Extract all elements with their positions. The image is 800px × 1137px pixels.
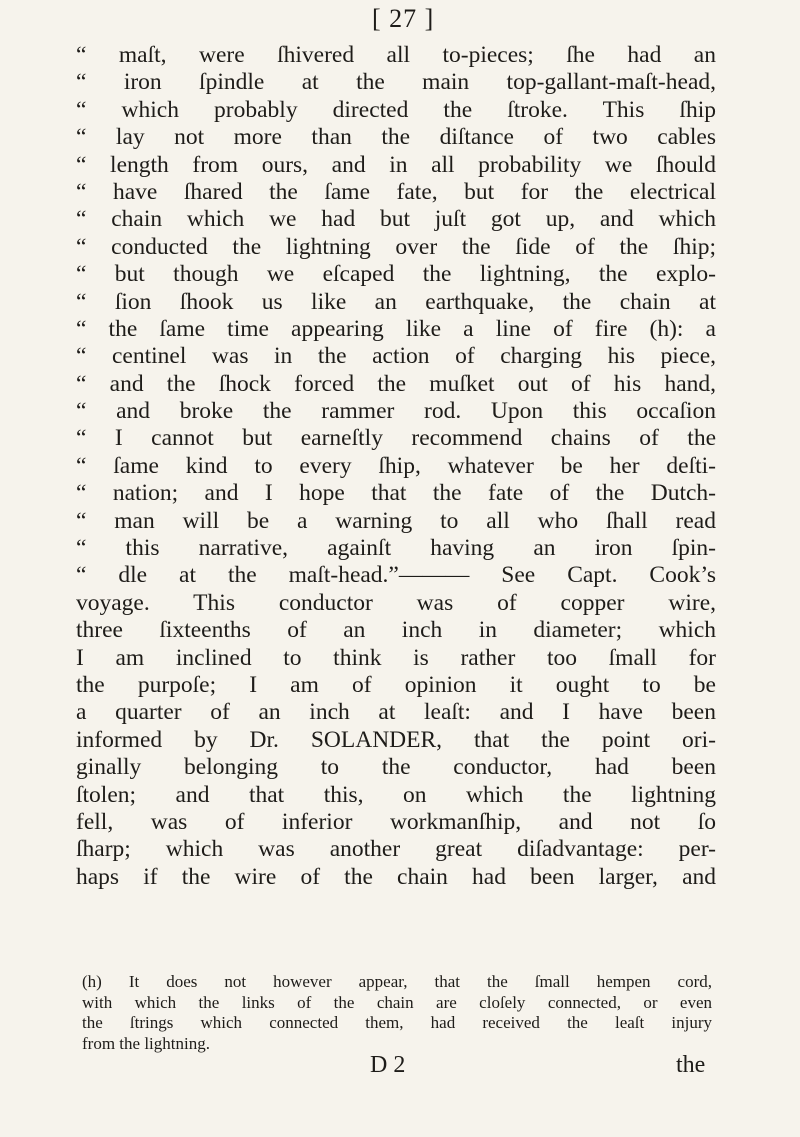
signature-mark: D 2 xyxy=(370,1052,406,1078)
footnote-line: with which the links of the chain are cloſely connected, or even xyxy=(82,992,712,1012)
text-line: “ dle at the maſt-head.”——— See Capt. Cook’s xyxy=(76,562,716,589)
text-line: “ conducted the lightning over the ſide of the ſhip; xyxy=(76,233,716,260)
text-line: “ centinel was in the action of charging his piece, xyxy=(76,343,716,370)
text-line: “ chain which we had but juſt got up, and which xyxy=(76,206,716,233)
text-line: “ man will be a warning to all who ſhall read xyxy=(76,507,716,534)
footnote-line: the ſtrings which connected them, had received the leaſt injury xyxy=(82,1013,712,1032)
text-line: haps if the wire of the chain had been larger, and xyxy=(76,863,716,890)
text-line: “ I cannot but earneſtly recommend chains of the xyxy=(76,425,716,452)
footnote-line: from the lightning. xyxy=(82,1033,210,1053)
text-line: “ iron ſpindle at the main top-gallant-maſt-head, xyxy=(76,69,716,96)
text-line: fell, was of inferior workmanſhip, and not ſo xyxy=(76,808,716,835)
footnote xyxy=(82,972,712,1054)
text-line: “ have ſhared the ſame fate, but for the electrical xyxy=(76,178,716,205)
text-line: “ length from ours, and in all probability we ſhould xyxy=(76,151,716,178)
text-line: “ nation; and I hope that the fate of the Dutch- xyxy=(76,480,716,507)
main-text xyxy=(76,42,716,891)
text-line: “ which probably directed the ſtroke. This ſhip xyxy=(76,96,716,123)
text-line: I am inclined to think is rather too ſmall for xyxy=(76,644,716,671)
text-line: the purpoſe; I am of opinion it ought to be xyxy=(76,671,716,698)
text-line: “ maſt, were ſhivered all to-pieces; ſhe had an xyxy=(76,42,716,68)
text-line: ginally belonging to the conductor, had been xyxy=(76,754,716,781)
text-line: “ ſion ſhook us like an earthquake, the chain at xyxy=(76,288,716,315)
text-line: informed by Dr. SOLANDER, that the point ori- xyxy=(76,726,716,753)
text-line: “ the ſame time appearing like a line of fire (h): a xyxy=(76,315,716,342)
text-line: “ and the ſhock forced the muſket out of his hand, xyxy=(76,370,716,397)
text-line: “ but though we eſcaped the lightning, the explo- xyxy=(76,261,716,288)
text-line: three ſixteenths of an inch in diameter; which xyxy=(76,617,716,644)
text-line: ſharp; which was another great diſadvantage: per- xyxy=(76,836,716,863)
text-line: “ this narrative, againſt having an iron ſpin- xyxy=(76,535,716,562)
page-number: [ 27 ] xyxy=(372,4,435,33)
text-line: a quarter of an inch at leaſt: and I have been xyxy=(76,699,716,726)
footnote-line: (h) It does not however appear, that the ſmall hempen cord, xyxy=(82,972,712,991)
text-line: ſtolen; and that this, on which the lightning xyxy=(76,781,716,808)
catchword: the xyxy=(676,1052,706,1078)
text-line: “ and broke the rammer rod. Upon this occaſion xyxy=(76,398,716,425)
text-line: “ lay not more than the diſtance of two cables xyxy=(76,124,716,151)
text-line: voyage. This conductor was of copper wire, xyxy=(76,589,716,616)
text-line: “ ſame kind to every ſhip, whatever be her deſti- xyxy=(76,452,716,479)
